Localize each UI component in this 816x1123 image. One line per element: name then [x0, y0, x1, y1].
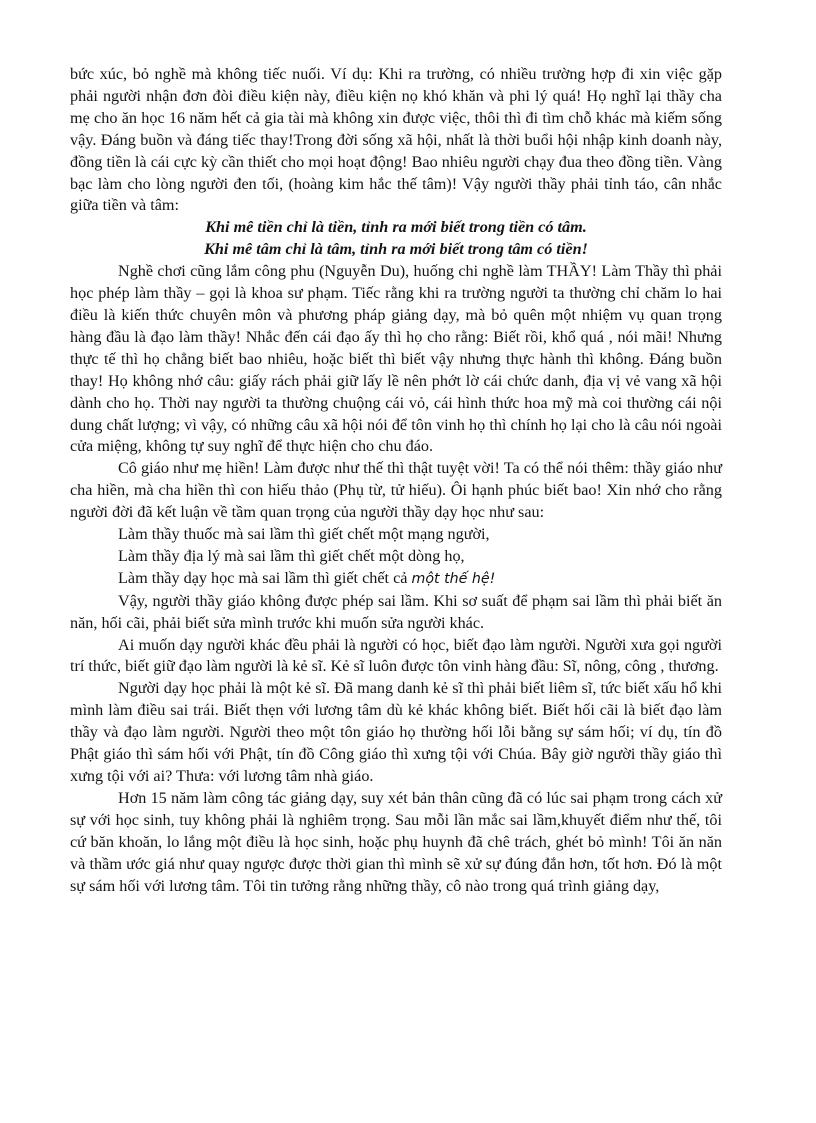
- verse-line-3: [70, 568, 722, 591]
- paragraph-2: Nghề chơi cũng lắm công phu (Nguyễn Du), huống chi nghề làm THẦY! Làm Thầy thì phải học phép làm thầy – gọi là khoa sư phạm. Tiếc rằng khi ra trường người ta thường chỉ chăm lo hai điều là kiến thức chuyên môn và phương pháp giảng dạy, mà bỏ quên một nhiệm vụ quan trọng hàng đầu là đạo làm thầy! Nhắc đến cái đạo ấy thì họ cho rằng: Biết rồi, khổ quá , nói mãi! Nhưng thực tế thì họ chẳng biết bao nhiêu, hoặc biết thì biết vậy nhưng thực hành thì không. Đáng buồn thay! Họ không nhớ câu: giấy rách phải giữ lấy lề nên phớt lờ cái chức danh, địa vị vẻ vang xã hội dành cho họ. Thời nay người ta thường chuộng cái vỏ, cái hình thức hoa mỹ mà coi thường cái nội dung chất lượng; vì vậy, có những câu xã hội nói để tôn vinh họ thì chính họ lại cho là câu nói ngoài cửa miệng, không tự suy nghĩ để thực hiện cho chu đáo.: [70, 262, 722, 456]
- quote-line-1: Khi mê tiền chỉ là tiền, tỉnh ra mới biết trong tiền có tâm.: [205, 218, 587, 237]
- document-page: [70, 64, 722, 897]
- verse-line-2: Làm thầy địa lý mà sai lầm thì giết chết một dòng họ,: [118, 546, 465, 565]
- paragraph-3: Cô giáo như mẹ hiền! Làm được như thế thì thật tuyệt vời! Ta có thể nói thêm: thầy giáo như cha hiền, mà cha hiền thì con hiếu thảo (Phụ từ, tử hiếu). Ôi hạnh phúc biết bao! Xin nhớ cho rằng người đời đã kết luận về tầm quan trọng của người thầy dạy học như sau:: [70, 459, 722, 522]
- quote-line-2: Khi mê tâm chỉ là tâm, tỉnh ra mới biết trong tâm có tiền!: [204, 240, 588, 259]
- paragraph-4: Vậy, người thầy giáo không được phép sai lầm. Khi sơ suất để phạm sai lầm thì phải biết ăn năn, hối cãi, phải biết sửa mình trước khi muốn sửa người khác.: [70, 591, 722, 632]
- verse-line-3-text: Làm thầy dạy học mà sai lầm thì giết chết cả: [118, 568, 412, 587]
- paragraph-7: Hơn 15 năm làm công tác giảng dạy, suy xét bản thân cũng đã có lúc sai phạm trong cách xử sự với học sinh, tuy không phải là nghiêm trọng. Sau mỗi lần mắc sai lầm,khuyết điểm như thế, tôi cứ băn khoăn, lo lắng một điều là học sinh, hoặc phụ huynh đã chê trách, ghét bỏ mình! Tôi ăn năn và thầm ước giá như quay ngược được thời gian thì mình sẽ xử sự đúng đắn hơn, tốt hơn. Đó là một sự sám hối với lương tâm. Tôi tin tưởng rằng những thầy, cô nào trong quá trình giảng dạy,: [70, 788, 722, 895]
- paragraph-5: Ai muốn dạy người khác đều phải là người có học, biết đạo làm người. Người xưa gọi người trí thức, biết giữ đạo làm người là kẻ sĩ. Kẻ sĩ luôn được tôn vinh hàng đầu: Sĩ, nông, công , thương.: [70, 635, 722, 676]
- paragraph-1: bức xúc, bỏ nghề mà không tiếc nuối. Ví dụ: Khi ra trường, có nhiều trường hợp đi xin việc gặp phải người nhận đơn đòi điều kiện này, điều kiện nọ khó khăn và phi lý quá! Họ nghĩ lại thầy cha mẹ cho ăn học 16 năm hết cả gia tài mà không xin được việc, thôi thì đi tìm chỗ khác mà kiếm sống vậy. Đáng buồn và đáng tiếc thay!Trong đời sống xã hội, nhất là thời buổi hội nhập kinh doanh này, đồng tiền là cái cực kỳ cần thiết cho mọi hoạt động! Bao nhiêu người chạy đua theo đồng tiền. Vàng bạc làm cho lòng người đen tối, (hoàng kim hắc thế tâm)! Vậy người thầy phải tỉnh táo, cân nhắc giữa tiền và tâm:: [70, 65, 722, 215]
- verse-line-1: Làm thầy thuốc mà sai lầm thì giết chết một mạng người,: [118, 525, 490, 544]
- verse-line-3-emphasis: một thế hệ!: [411, 570, 496, 587]
- paragraph-6: Người dạy học phải là một kẻ sĩ. Đã mang danh kẻ sĩ thì phải biết liêm sĩ, tức biết xấu hổ khi mình làm điều sai trái. Biết thẹn với lương tâm dù kẻ khác không biết. Biết hối cãi là biết đạo làm thầy và đạo làm người. Người theo một tôn giáo họ thường hối lỗi bằng sự sám hối; ví dụ, tín đồ Phật giáo thì sám hối với Phật, tín đồ Công giáo thì xưng tội với Chúa. Bây giờ người thầy giáo thì xưng tội với ai? Thưa: với lương tâm nhà giáo.: [70, 679, 722, 785]
